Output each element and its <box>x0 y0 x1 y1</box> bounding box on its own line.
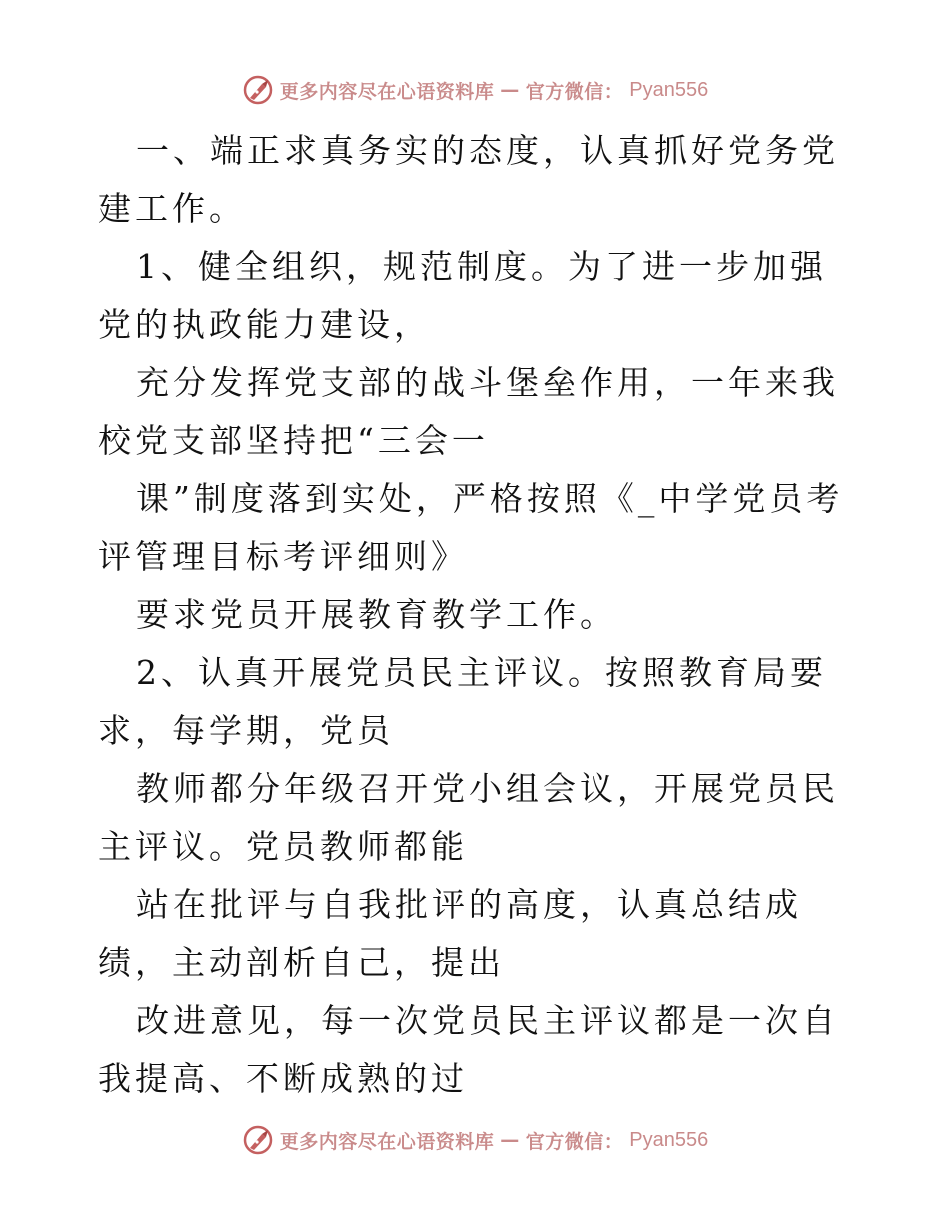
dash-separator: — <box>500 79 520 101</box>
paragraph: 1、健全组织，规范制度。为了进一步加强党的执政能力建设， <box>98 247 827 344</box>
paragraph: 站在批评与自我批评的高度，认真总结成绩，主动剖析自己，提出 <box>98 885 802 982</box>
paragraph: 2、认真开展党员民主评议。按照教育局要求，每学期，党员 <box>98 653 827 750</box>
wechat-label: 官方微信： <box>525 1130 624 1153</box>
paragraph: 要求党员开展教育教学工作。 <box>136 595 617 634</box>
paragraph: 改进意见，每一次党员民主评议都是一次自我提高、不断成熟的过 <box>98 1001 839 1098</box>
paragraph: 课”制度落到实处，严格按照《_中学党员考评管理目标考评细则》 <box>98 479 844 576</box>
footer-watermark-banner <box>0 1120 950 1160</box>
dash-separator: — <box>500 1129 520 1151</box>
header-watermark-banner <box>0 70 950 110</box>
pen-nib-circle-icon <box>242 1124 274 1156</box>
paragraph: 一、端正求真务实的态度，认真抓好党务党建工作。 <box>98 131 839 228</box>
site-name-text: 更多内容尽在心语资料库 <box>279 80 495 103</box>
wechat-label: 官方微信： <box>525 80 624 103</box>
paragraph: 教师都分年级召开党小组会议，开展党员民主评议。党员教师都能 <box>98 769 839 866</box>
paragraph: 充分发挥党支部的战斗堡垒作用，一年来我校党支部坚持把“三会一 <box>98 363 839 460</box>
wechat-id: Pyan556 <box>629 78 709 101</box>
document-body <box>98 122 858 1108</box>
wechat-id: Pyan556 <box>629 1128 709 1151</box>
site-name-text: 更多内容尽在心语资料库 <box>279 1130 495 1153</box>
pen-nib-circle-icon <box>242 74 274 106</box>
